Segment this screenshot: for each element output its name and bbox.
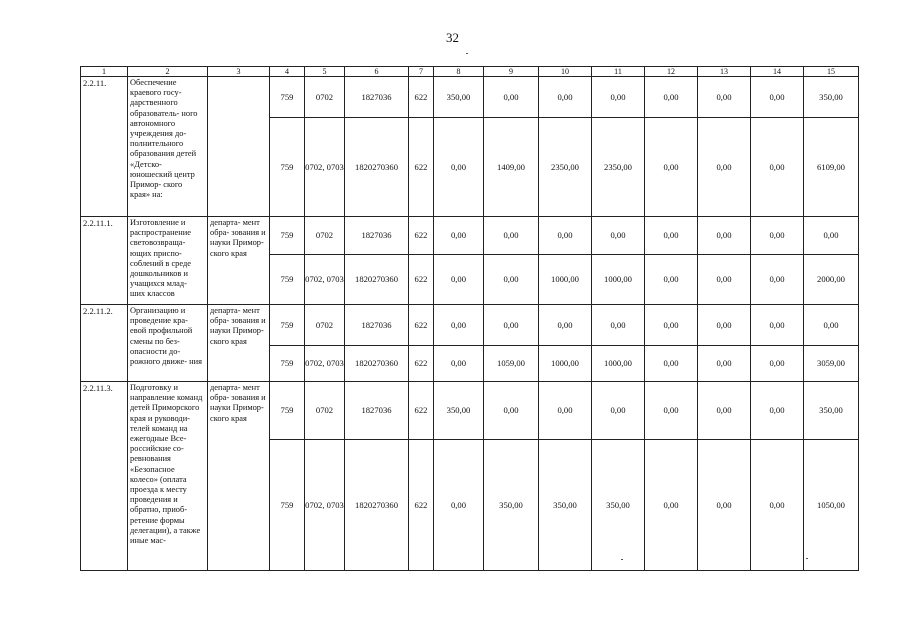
cell-c8: 0,00	[434, 118, 484, 217]
cell-c7: 622	[409, 305, 434, 346]
cell-c9: 1059,00	[484, 346, 539, 382]
cell-c9: 1409,00	[484, 118, 539, 217]
header-cell: 10	[539, 67, 592, 77]
cell-c11: 0,00	[592, 382, 645, 440]
item-name: Подготовку и направление команд детей Приморского края и руководи- телей команд на ежегодные Все- российские со- ревнования «Безопасное колесо» (оплата проезда к месту проведения и обратно, приоб- ретение формы делегации), а также иные мас-	[128, 382, 208, 571]
budget-table	[80, 66, 859, 571]
header-cell: 14	[751, 67, 804, 77]
cell-c6: 1827036	[345, 305, 409, 346]
cell-c14: 0,00	[751, 255, 804, 305]
cell-c6: 1827036	[345, 382, 409, 440]
cell-c4: 759	[270, 305, 305, 346]
item-name: Изготовление и распространение световозвраща- ющих приспо- соблений в среде дошкольников и учащихся млад- ших классов	[128, 217, 208, 305]
cell-c9: 350,00	[484, 440, 539, 571]
cell-c10: 2350,00	[539, 118, 592, 217]
table-row	[81, 305, 859, 346]
cell-c15: 0,00	[804, 305, 859, 346]
header-cell: 12	[645, 67, 698, 77]
header-cell: 9	[484, 67, 539, 77]
responsible-department	[208, 77, 270, 217]
cell-c7: 622	[409, 217, 434, 255]
cell-c7: 622	[409, 255, 434, 305]
cell-c10: 350,00	[539, 440, 592, 571]
cell-c15: 2000,00	[804, 255, 859, 305]
cell-c6: 1827036	[345, 77, 409, 118]
table-row	[81, 77, 859, 118]
cell-c6: 1827036	[345, 217, 409, 255]
cell-c13: 0,00	[698, 217, 751, 255]
cell-c12: 0,00	[645, 118, 698, 217]
cell-c15: 3059,00	[804, 346, 859, 382]
header-cell: 15	[804, 67, 859, 77]
cell-c11: 0,00	[592, 305, 645, 346]
cell-c12: 0,00	[645, 382, 698, 440]
responsible-department: департа- мент обра- зования и науки Примор- ского края	[208, 217, 270, 305]
header-cell: 11	[592, 67, 645, 77]
cell-c4: 759	[270, 217, 305, 255]
cell-c5: 0702	[305, 217, 345, 255]
cell-c13: 0,00	[698, 305, 751, 346]
cell-c12: 0,00	[645, 255, 698, 305]
cell-c13: 0,00	[698, 440, 751, 571]
cell-c4: 759	[270, 255, 305, 305]
cell-c8: 0,00	[434, 217, 484, 255]
cell-c15: 6109,00	[804, 118, 859, 217]
header-cell: 5	[305, 67, 345, 77]
scan-speck	[806, 558, 808, 559]
header-cell: 1	[81, 67, 128, 77]
cell-c8: 0,00	[434, 440, 484, 571]
cell-c12: 0,00	[645, 305, 698, 346]
cell-c6: 1820270360	[345, 118, 409, 217]
cell-c14: 0,00	[751, 77, 804, 118]
cell-c5: 0702, 0703	[305, 440, 345, 571]
responsible-department: департа- мент обра- зования и науки Примор- ского края	[208, 382, 270, 571]
responsible-department: департа- мент обра- зования и науки Примор- ского края	[208, 305, 270, 382]
header-row	[81, 67, 859, 77]
cell-c15: 1050,00	[804, 440, 859, 571]
header-cell: 6	[345, 67, 409, 77]
cell-c15: 350,00	[804, 77, 859, 118]
cell-c6: 1820270360	[345, 440, 409, 571]
cell-c11: 350,00	[592, 440, 645, 571]
cell-c14: 0,00	[751, 382, 804, 440]
item-name: Организацию и проведение кра- евой профильной смены по без- опасности до- рожного движе- ния	[128, 305, 208, 382]
page-number: 32	[446, 30, 459, 45]
cell-c4: 759	[270, 346, 305, 382]
cell-c7: 622	[409, 118, 434, 217]
cell-c12: 0,00	[645, 77, 698, 118]
cell-c11: 1000,00	[592, 255, 645, 305]
header-cell: 3	[208, 67, 270, 77]
cell-c11: 1000,00	[592, 346, 645, 382]
cell-c7: 622	[409, 346, 434, 382]
cell-c8: 0,00	[434, 346, 484, 382]
cell-c5: 0702, 0703	[305, 346, 345, 382]
cell-c13: 0,00	[698, 382, 751, 440]
cell-c14: 0,00	[751, 346, 804, 382]
item-name: Обеспечение краевого госу- дарственного образователь- ного автономного учреждения до- полнительного образования детей «Детско- юношеский центр Примор- ского края» на:	[128, 77, 208, 217]
cell-c14: 0,00	[751, 440, 804, 571]
cell-c12: 0,00	[645, 346, 698, 382]
scan-speck	[621, 559, 623, 560]
cell-c7: 622	[409, 77, 434, 118]
cell-c10: 1000,00	[539, 255, 592, 305]
header-cell: 4	[270, 67, 305, 77]
cell-c14: 0,00	[751, 217, 804, 255]
cell-c6: 1820270360	[345, 255, 409, 305]
header-cell: 8	[434, 67, 484, 77]
cell-c5: 0702, 0703	[305, 118, 345, 217]
cell-c5: 0702	[305, 305, 345, 346]
cell-c9: 0,00	[484, 382, 539, 440]
item-code: 2.2.11.2.	[81, 305, 128, 382]
header-cell: 7	[409, 67, 434, 77]
cell-c10: 1000,00	[539, 346, 592, 382]
cell-c15: 0,00	[804, 217, 859, 255]
cell-c13: 0,00	[698, 346, 751, 382]
cell-c8: 350,00	[434, 77, 484, 118]
cell-c4: 759	[270, 440, 305, 571]
item-code: 2.2.11.3.	[81, 382, 128, 571]
table-row	[81, 382, 859, 440]
cell-c10: 0,00	[539, 77, 592, 118]
cell-c6: 1820270360	[345, 346, 409, 382]
cell-c14: 0,00	[751, 305, 804, 346]
cell-c11: 0,00	[592, 77, 645, 118]
cell-c5: 0702	[305, 77, 345, 118]
cell-c5: 0702, 0703	[305, 255, 345, 305]
cell-c9: 0,00	[484, 77, 539, 118]
cell-c14: 0,00	[751, 118, 804, 217]
cell-c8: 350,00	[434, 382, 484, 440]
item-code: 2.2.11.1.	[81, 217, 128, 305]
cell-c11: 0,00	[592, 217, 645, 255]
cell-c10: 0,00	[539, 382, 592, 440]
cell-c11: 2350,00	[592, 118, 645, 217]
cell-c8: 0,00	[434, 305, 484, 346]
cell-c12: 0,00	[645, 440, 698, 571]
cell-c10: 0,00	[539, 217, 592, 255]
item-code: 2.2.11.	[81, 77, 128, 217]
cell-c9: 0,00	[484, 217, 539, 255]
cell-c7: 622	[409, 382, 434, 440]
cell-c7: 622	[409, 440, 434, 571]
cell-c4: 759	[270, 77, 305, 118]
cell-c13: 0,00	[698, 255, 751, 305]
cell-c9: 0,00	[484, 305, 539, 346]
cell-c13: 0,00	[698, 77, 751, 118]
cell-c10: 0,00	[539, 305, 592, 346]
header-cell: 2	[128, 67, 208, 77]
cell-c9: 0,00	[484, 255, 539, 305]
cell-c13: 0,00	[698, 118, 751, 217]
scan-speck	[466, 53, 468, 54]
cell-c5: 0702	[305, 382, 345, 440]
cell-c12: 0,00	[645, 217, 698, 255]
cell-c15: 350,00	[804, 382, 859, 440]
cell-c4: 759	[270, 118, 305, 217]
header-cell: 13	[698, 67, 751, 77]
cell-c4: 759	[270, 382, 305, 440]
table-row	[81, 217, 859, 255]
cell-c8: 0,00	[434, 255, 484, 305]
